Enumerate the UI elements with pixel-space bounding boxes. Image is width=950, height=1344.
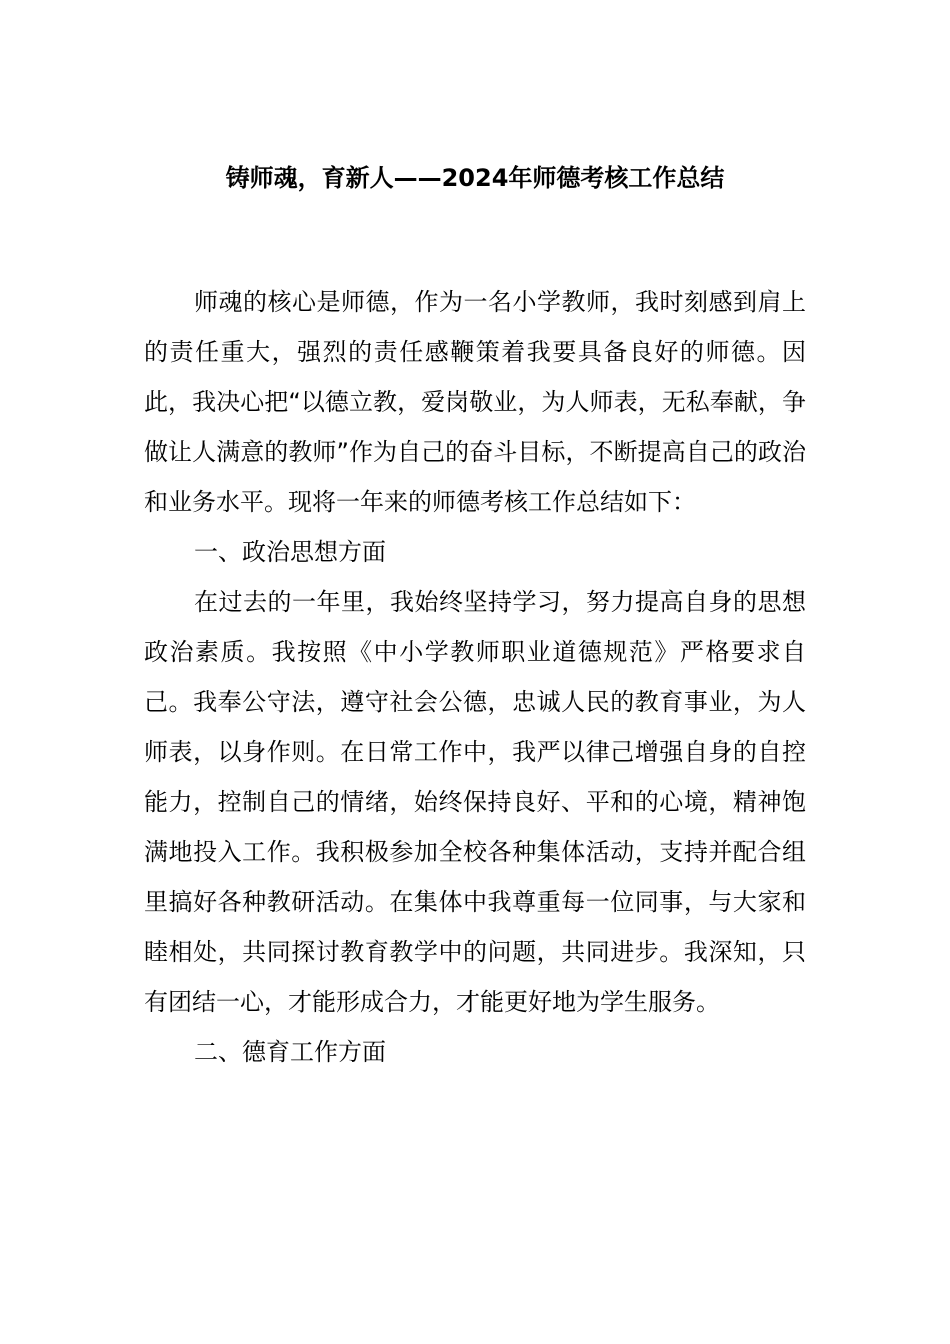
document-title: 铸师魂，育新人——2024年师德考核工作总结 bbox=[225, 164, 725, 192]
section-heading-political: 一、政治思想方面 bbox=[194, 538, 386, 566]
document-body bbox=[144, 277, 806, 1077]
section-heading-moral-education: 二、德育工作方面 bbox=[194, 1038, 386, 1066]
intro-paragraph: 师魂的核心是师德，作为一名小学教师，我时刻感到肩上的责任重大，强烈的责任感鞭策着我要具备良好的师德。因此，我决心把“以德立教，爱岗敬业，为人师表，无私奉献，争做让人满意的教师”作为自己的奋斗目标，不断提高自己的政治和业务水平。现将一年来的师德考核工作总结如下： bbox=[144, 288, 806, 516]
political-paragraph: 在过去的一年里，我始终坚持学习，努力提高自身的思想政治素质。我按照《中小学教师职业道德规范》严格要求自己。我奉公守法，遵守社会公德，忠诚人民的教育事业，为人师表，以身作则。在日常工作中，我严以律己增强自身的自控能力，控制自己的情绪，始终保持良好、平和的心境，精神饱满地投入工作。我积极参加全校各种集体活动，支持并配合组里搞好各种教研活动。在集体中我尊重每一位同事，与大家和睦相处，共同探讨教育教学中的问题，共同进步。我深知，只有团结一心，才能形成合力，才能更好地为学生服务。 bbox=[144, 588, 806, 1016]
